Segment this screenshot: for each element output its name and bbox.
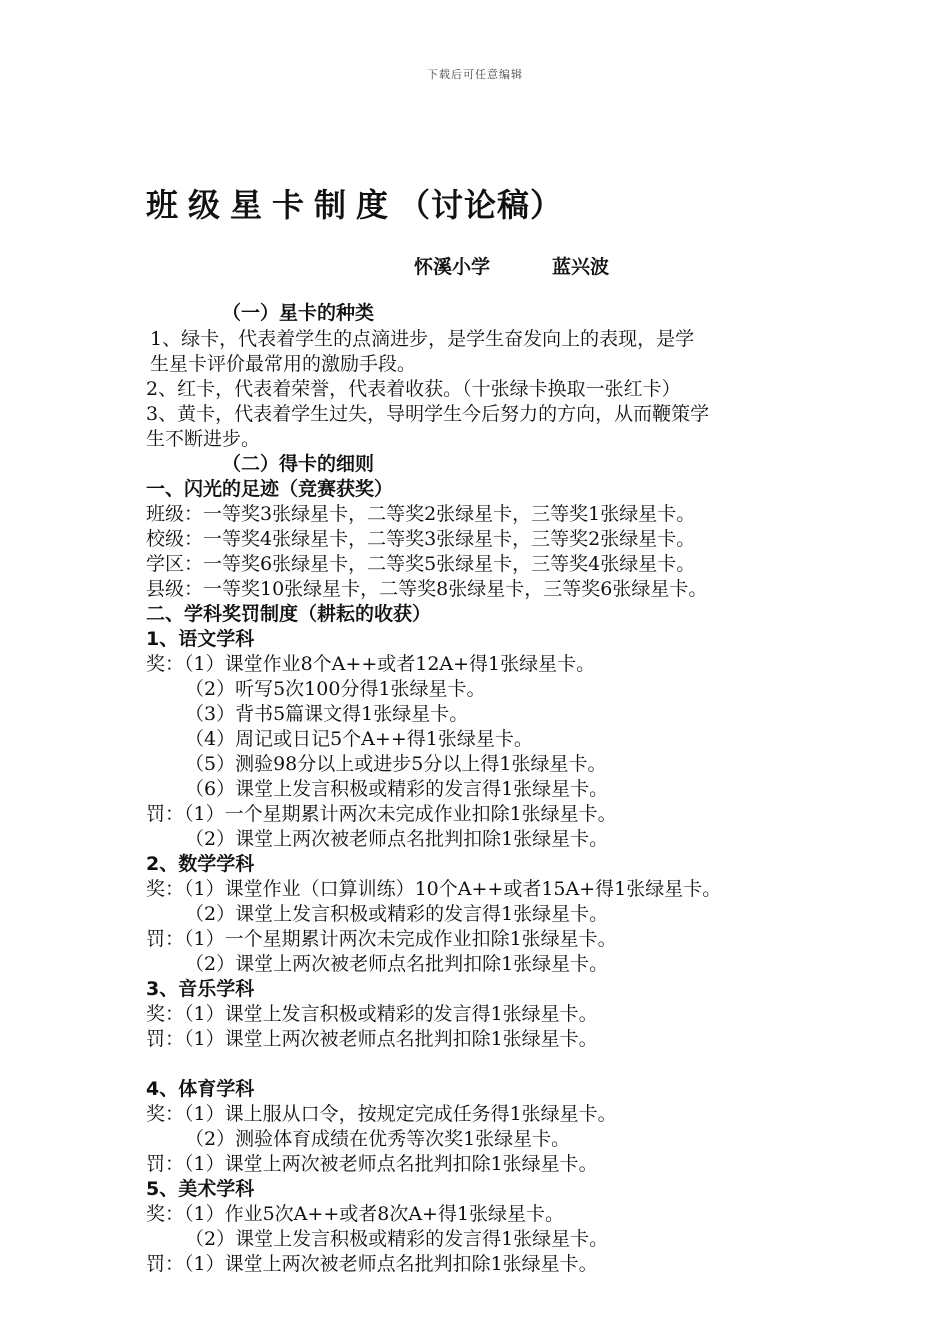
subject-heading: 3、音乐学科 <box>146 978 255 1000</box>
rule-line: 奖：（1）课堂上发言积极或精彩的发言得1张绿星卡。 <box>146 1003 598 1025</box>
rule-line: 奖：（1）课堂作业8个A++或者12A+得1张绿星卡。 <box>146 653 596 675</box>
subject-heading: 2、数学学科 <box>146 853 255 875</box>
subsection-heading: 一、闪光的足迹（竞赛获奖） <box>146 478 394 500</box>
rule-line: （2）课堂上两次被老师点名批判扣除1张绿星卡。 <box>185 953 609 975</box>
paragraph-line: 1、绿卡，代表着学生的点滴进步，是学生奋发向上的表现，是学 <box>150 328 695 350</box>
title-suffix: （讨论稿） <box>398 186 564 224</box>
rule-line: （2）课堂上发言积极或精彩的发言得1张绿星卡。 <box>185 1228 609 1250</box>
rule-line: （5）测验98分以上或进步5分以上得1张绿星卡。 <box>185 753 607 775</box>
subject-heading: 4、体育学科 <box>146 1078 255 1100</box>
title-main: 班级星卡制度 <box>146 186 399 224</box>
rule-line: 奖：（1）作业5次A++或者8次A+得1张绿星卡。 <box>146 1203 565 1225</box>
header-note: 下载后可任意编辑 <box>427 68 523 81</box>
author-line <box>414 252 609 279</box>
rule-line: 罚：（1）课堂上两次被老师点名批判扣除1张绿星卡。 <box>146 1253 598 1275</box>
author-school: 怀溪小学 <box>414 256 491 278</box>
rule-line: 奖：（1）课上服从口令，按规定完成任务得1张绿星卡。 <box>146 1103 617 1125</box>
award-line: 班级：一等奖3张绿星卡，二等奖2张绿星卡，三等奖1张绿星卡。 <box>146 503 696 525</box>
rule-line: （3）背书5篇课文得1张绿星卡。 <box>185 703 469 725</box>
paragraph-line: 生星卡评价最常用的激励手段。 <box>150 353 417 375</box>
paragraph-line: 3、黄卡，代表着学生过失，导明学生今后努力的方向，从而鞭策学 <box>146 403 710 425</box>
rule-line: （2）课堂上发言积极或精彩的发言得1张绿星卡。 <box>185 903 609 925</box>
section-heading-rules: （二）得卡的细则 <box>222 453 375 475</box>
rule-line: 罚：（1）课堂上两次被老师点名批判扣除1张绿星卡。 <box>146 1028 598 1050</box>
rule-line: 罚：（1）一个星期累计两次未完成作业扣除1张绿星卡。 <box>146 928 617 950</box>
rule-line: （2）测验体育成绩在优秀等次奖1张绿星卡。 <box>185 1128 571 1150</box>
rule-line: （6）课堂上发言积极或精彩的发言得1张绿星卡。 <box>185 778 609 800</box>
rule-line: （2）听写5次100分得1张绿星卡。 <box>185 678 486 700</box>
rule-line: 罚：（1）课堂上两次被老师点名批判扣除1张绿星卡。 <box>146 1153 598 1175</box>
award-line: 校级：一等奖4张绿星卡，二等奖3张绿星卡，三等奖2张绿星卡。 <box>146 528 696 550</box>
subject-heading: 1、语文学科 <box>146 628 255 650</box>
rule-line: 罚：（1）一个星期累计两次未完成作业扣除1张绿星卡。 <box>146 803 617 825</box>
award-line: 学区：一等奖6张绿星卡，二等奖5张绿星卡，三等奖4张绿星卡。 <box>146 553 696 575</box>
paragraph-line: 2、红卡，代表着荣誉，代表着收获。（十张绿卡换取一张红卡） <box>146 378 681 400</box>
award-line: 县级：一等奖10张绿星卡，二等奖8张绿星卡，三等奖6张绿星卡。 <box>146 578 708 600</box>
rule-line: （4）周记或日记5个A++得1张绿星卡。 <box>185 728 533 750</box>
page-title <box>146 180 563 226</box>
rule-line: （2）课堂上两次被老师点名批判扣除1张绿星卡。 <box>185 828 609 850</box>
author-name: 蓝兴波 <box>552 256 610 278</box>
paragraph-line: 生不断进步。 <box>146 428 261 450</box>
rule-line: 奖：（1）课堂作业（口算训练）10个A++或者15A+得1张绿星卡。 <box>146 878 722 900</box>
section-heading-types: （一）星卡的种类 <box>222 302 375 324</box>
subsection-heading: 二、学科奖罚制度（耕耘的收获） <box>146 603 432 625</box>
subject-heading: 5、美术学科 <box>146 1178 255 1200</box>
